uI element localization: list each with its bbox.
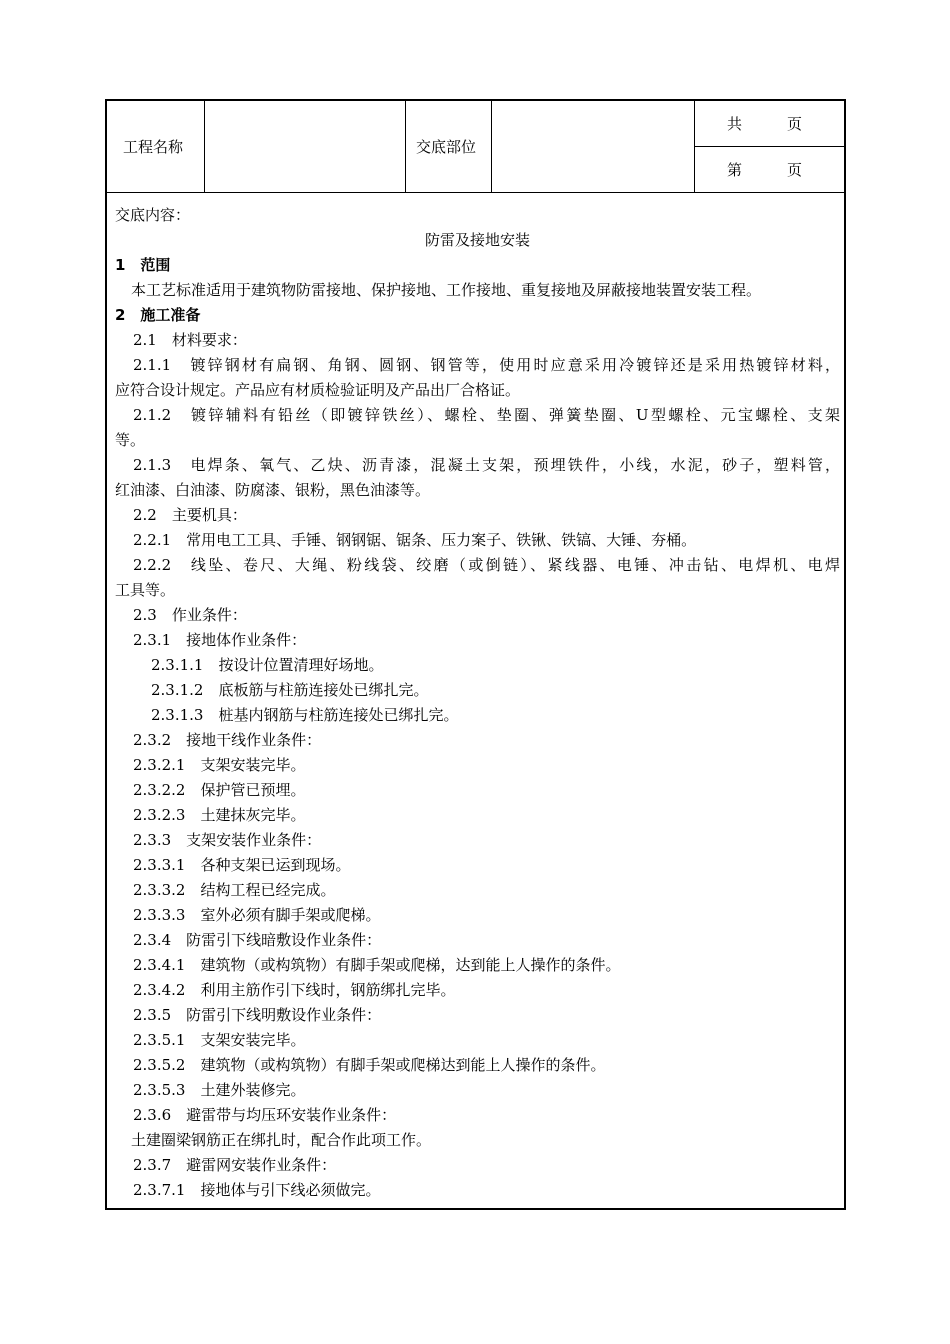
- divider: [107, 192, 844, 193]
- content-line: 等。: [115, 431, 146, 449]
- content-line: 2.3.1.2 底板筋与柱筋连接处已绑扎完。: [151, 681, 429, 699]
- content-line: 2.3.2.1 支架安装完毕。: [133, 756, 306, 774]
- content-line: 2.3.3.3 室外必须有脚手架或爬梯。: [133, 906, 381, 924]
- content-line: 2.3.4 防雷引下线暗敷设作业条件：: [133, 931, 382, 949]
- content-line: 应符合设计规定。产品应有材质检验证明及产品出厂合格证。: [115, 381, 521, 399]
- content-line: 1 范围: [115, 256, 171, 274]
- content-line: 2.3.6 避雷带与均压环安装作业条件：: [133, 1106, 397, 1124]
- content-line: 2.1.1 镀锌钢材有扁钢、角钢、圆钢、钢管等，使用时应意采用冷镀锌还是采用热镀锌材料，: [133, 356, 840, 374]
- content-line: 2.3 作业条件：: [133, 606, 247, 624]
- content-line: 2.1.2 镀锌辅料有铅丝（即镀锌铁丝）、螺栓、垫圈、弹簧垫圈、U型螺栓、元宝螺栓、支架: [133, 406, 840, 424]
- page-number-label: 第 页: [727, 161, 803, 179]
- content-line: 2.3.2.2 保护管已预埋。: [133, 781, 306, 799]
- content-line: 2.3.1.3 桩基内钢筋与柱筋连接处已绑扎完。: [151, 706, 459, 724]
- document-title: 防雷及接地安装: [424, 231, 530, 249]
- content-lines: [115, 253, 840, 1203]
- content-line: 本工艺标准适用于建筑物防雷接地、保护接地、工作接地、重复接地及屏蔽接地装置安装工程。: [131, 281, 762, 299]
- content-line: 2.3.1.1 按设计位置清理好场地。: [151, 656, 384, 674]
- content-line: 2.3.5.3 土建外装修完。: [133, 1081, 306, 1099]
- content-line: 2.2 主要机具：: [133, 506, 247, 524]
- handover-form: [105, 99, 846, 1210]
- content-line: 2 施工准备: [115, 306, 201, 324]
- divider: [491, 101, 492, 192]
- content-line: 红油漆、白油漆、防腐漆、银粉，黑色油漆等。: [115, 481, 431, 499]
- content-line: 2.3.3.2 结构工程已经完成。: [133, 881, 336, 899]
- content-line: 2.3.2.3 土建抹灰完毕。: [133, 806, 306, 824]
- content-line: 2.3.1 接地体作业条件：: [133, 631, 307, 649]
- divider: [405, 101, 406, 192]
- content-line: 2.3.5.1 支架安装完毕。: [133, 1031, 306, 1049]
- content-line: 2.1.3 电焊条、氧气、乙炔、沥青漆，混凝土支架，预埋铁件，小线，水泥，砂子，塑料管，: [133, 456, 840, 474]
- content-line: 2.2.2 线坠、卷尺、大绳、粉线袋、绞磨（或倒链）、紧线器、电锤、冲击钻、电焊机、电焊: [133, 556, 840, 574]
- content-line: 土建圈梁钢筋正在绑扎时，配合作此项工作。: [131, 1131, 432, 1149]
- handover-content: [115, 203, 840, 1203]
- content-line: 2.3.5 防雷引下线明敷设作业条件：: [133, 1006, 382, 1024]
- content-line: 2.3.2 接地干线作业条件：: [133, 731, 322, 749]
- content-line: 2.3.4.2 利用主筋作引下线时，钢筋绑扎完毕。: [133, 981, 456, 999]
- content-line: 2.3.4.1 建筑物（或构筑物）有脚手架或爬梯，达到能上人操作的条件。: [133, 956, 621, 974]
- content-line: 2.3.3.1 各种支架已运到现场。: [133, 856, 351, 874]
- divider: [694, 146, 844, 147]
- project-name-label: 工程名称: [123, 138, 184, 156]
- content-line: 2.3.3 支架安装作业条件：: [133, 831, 322, 849]
- content-line: 2.3.7 避雷网安装作业条件：: [133, 1156, 337, 1174]
- divider: [204, 101, 205, 192]
- handover-part-label: 交底部位: [416, 138, 477, 156]
- content-line: 2.3.5.2 建筑物（或构筑物）有脚手架或爬梯达到能上人操作的条件。: [133, 1056, 606, 1074]
- content-line: 2.1 材料要求：: [133, 331, 247, 349]
- content-line: 工具等。: [115, 581, 176, 599]
- intro-label: 交底内容：: [115, 206, 191, 224]
- content-line: 2.2.1 常用电工工具、手锤、钢钢锯、锯条、压力案子、铁锹、铁镐、大锤、夯桶。: [133, 531, 697, 549]
- content-line: 2.3.7.1 接地体与引下线必须做完。: [133, 1181, 381, 1199]
- total-pages-label: 共 页: [727, 115, 803, 133]
